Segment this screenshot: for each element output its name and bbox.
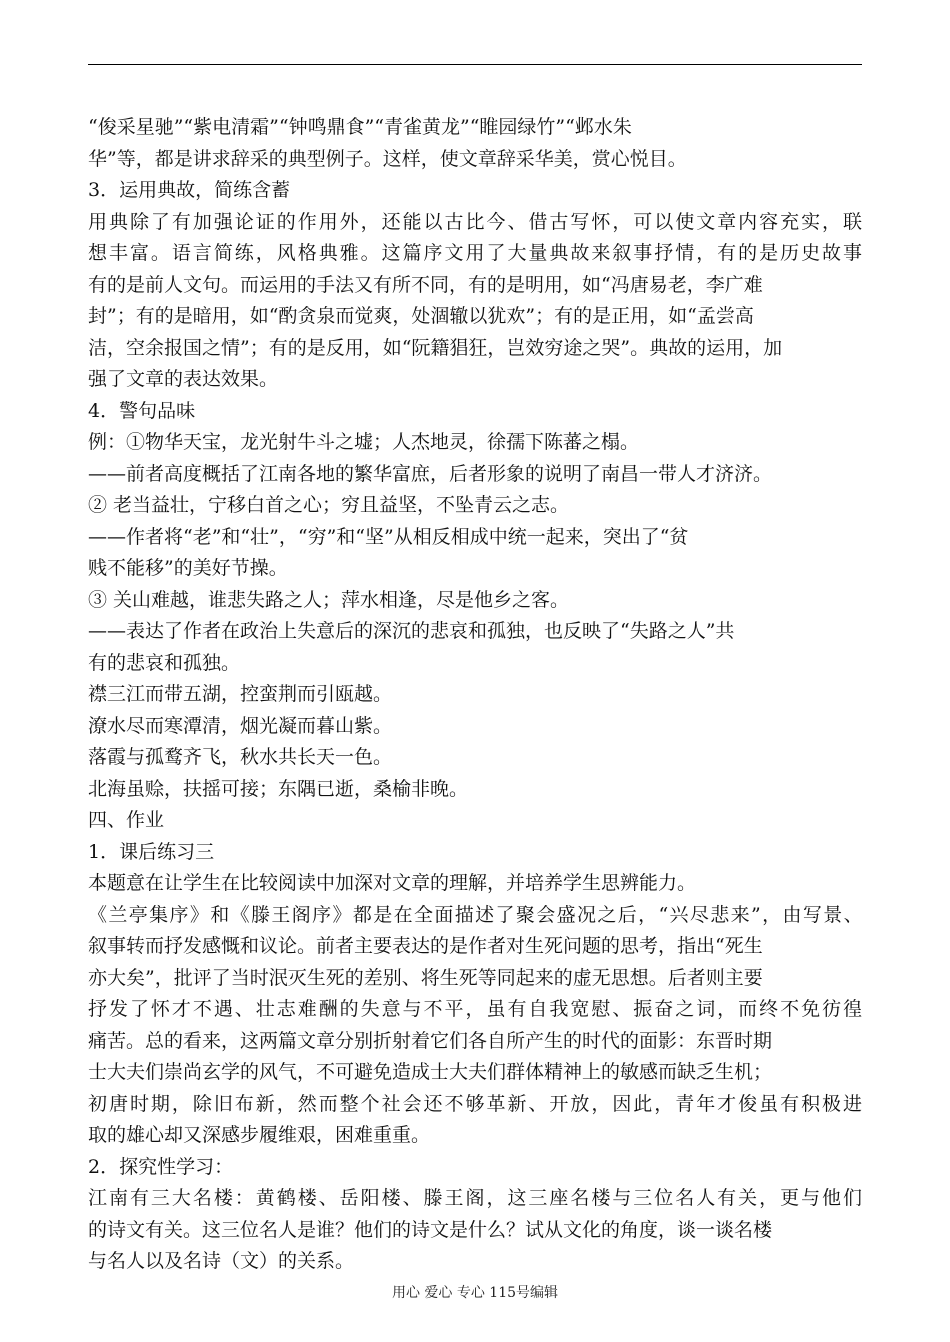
text-line: 3．运用典故，简练含蓄 xyxy=(88,179,291,201)
text-line: 襟三江而带五湖，控蛮荆而引瓯越。 xyxy=(88,683,393,705)
text-line: ——表达了作者在政治上失意后的深沉的悲哀和孤独，也反映了“失路之人”共 xyxy=(88,620,735,642)
text-line: 华”等，都是讲求辞采的典型例子。这样，使文章辞采华美，赏心悦目。 xyxy=(88,147,687,170)
text-line: 例：①物华天宝，龙光射牛斗之墟；人杰地灵，徐孺下陈蕃之榻。 xyxy=(88,431,640,453)
text-line: 落霞与孤鹜齐飞，秋水共长天一色。 xyxy=(88,746,393,768)
text-line: 《兰亭集序》和《滕王阁序》都是在全面描述了聚会盛况之后，“兴尽悲来”，由写景、 xyxy=(88,903,864,926)
text-line: 有的悲哀和孤独。 xyxy=(88,651,241,674)
text-line: 抒发了怀才不遇、壮志难酬的失意与不平，虽有自我宽慰、振奋之词，而终不免彷徨 xyxy=(88,998,864,1020)
text-line: 初唐时期，除旧布新，然而整个社会还不够革新、开放，因此，青年才俊虽有积极进 xyxy=(88,1092,864,1115)
document-body xyxy=(88,112,864,1278)
text-line: ——前者高度概括了江南各地的繁华富庶，后者形象的说明了南昌一带人才济济。 xyxy=(88,462,773,485)
text-line: ——作者将“老”和“壮”，“穷”和“坚”从相反相成中统一起来，突出了“贫 xyxy=(88,525,689,548)
text-line: 叙事转而抒发感慨和议论。前者主要表达的是作者对生死问题的思考，指出“死生 xyxy=(88,935,763,957)
page-footer: 用心 爱心 专心 115号编辑 xyxy=(391,1285,559,1301)
text-line: 用典除了有加强论证的作用外，还能以古比今、借古写怀，可以使文章内容充实，联 xyxy=(88,210,864,233)
text-line: 痛苦。总的看来，这两篇文章分别折射着它们各自所产生的时代的面影：东晋时期 xyxy=(88,1029,773,1052)
text-line: 亦大矣”，批评了当时泯灭生死的差别、将生死等同起来的虚无思想。后者则主要 xyxy=(88,966,763,989)
text-line: 有的是前人文句。而运用的手法又有所不同，有的是明用，如“冯唐易老，李广难 xyxy=(88,273,763,296)
text-line: 的诗文有关。这三位名人是谁？他们的诗文是什么？试从文化的角度，谈一谈名楼 xyxy=(88,1218,773,1241)
text-line: 潦水尽而寒潭清，烟光凝而暮山紫。 xyxy=(88,714,393,737)
text-line: 士大夫们崇尚玄学的风气，不可避免造成士大夫们群体精神上的敏感而缺乏生机； xyxy=(88,1061,773,1083)
text-line: 1．课后练习三 xyxy=(88,840,215,863)
text-line: 本题意在让学生在比较阅读中加深对文章的理解，并培养学生思辨能力。 xyxy=(88,872,697,894)
text-line: “俊采星驰”“紫电清霜”“钟鸣鼎食”“青雀黄龙”“睢园绿竹”“邺水朱 xyxy=(88,116,632,138)
text-line: ② 老当益壮，宁移白首之心；穷且益坚，不坠青云之志。 xyxy=(88,494,570,516)
text-line: 江南有三大名楼：黄鹤楼、岳阳楼、滕王阁，这三座名楼与三位名人有关，更与他们 xyxy=(88,1187,864,1209)
text-line: 强了文章的表达效果。 xyxy=(88,368,279,390)
text-line: 四、作业 xyxy=(88,809,165,831)
text-line: 北海虽赊，扶摇可接；东隅已逝，桑榆非晚。 xyxy=(88,777,469,800)
text-line: 与名人以及名诗（文）的关系。 xyxy=(88,1250,355,1272)
header-rule xyxy=(88,64,862,65)
text-line: ③ 关山难越，谁悲失路之人；萍水相逢，尽是他乡之客。 xyxy=(88,588,570,611)
text-line: 贱不能移”的美好节操。 xyxy=(88,557,288,579)
text-line: 取的雄心却又深感步履维艰，困难重重。 xyxy=(88,1124,431,1146)
text-line: 洁，空余报国之情”；有的是反用，如“阮籍猖狂，岂效穷途之哭”。典故的运用，加 xyxy=(88,336,783,359)
text-line: 想丰富。语言简练，风格典雅。这篇序文用了大量典故来叙事抒情，有的是历史故事 xyxy=(88,242,864,264)
text-line: 4．警句品味 xyxy=(88,399,196,422)
text-line: 2．探究性学习： xyxy=(88,1155,234,1178)
text-line: 封”；有的是暗用，如“酌贪泉而觉爽，处涸辙以犹欢”；有的是正用，如“孟尝高 xyxy=(88,305,754,327)
